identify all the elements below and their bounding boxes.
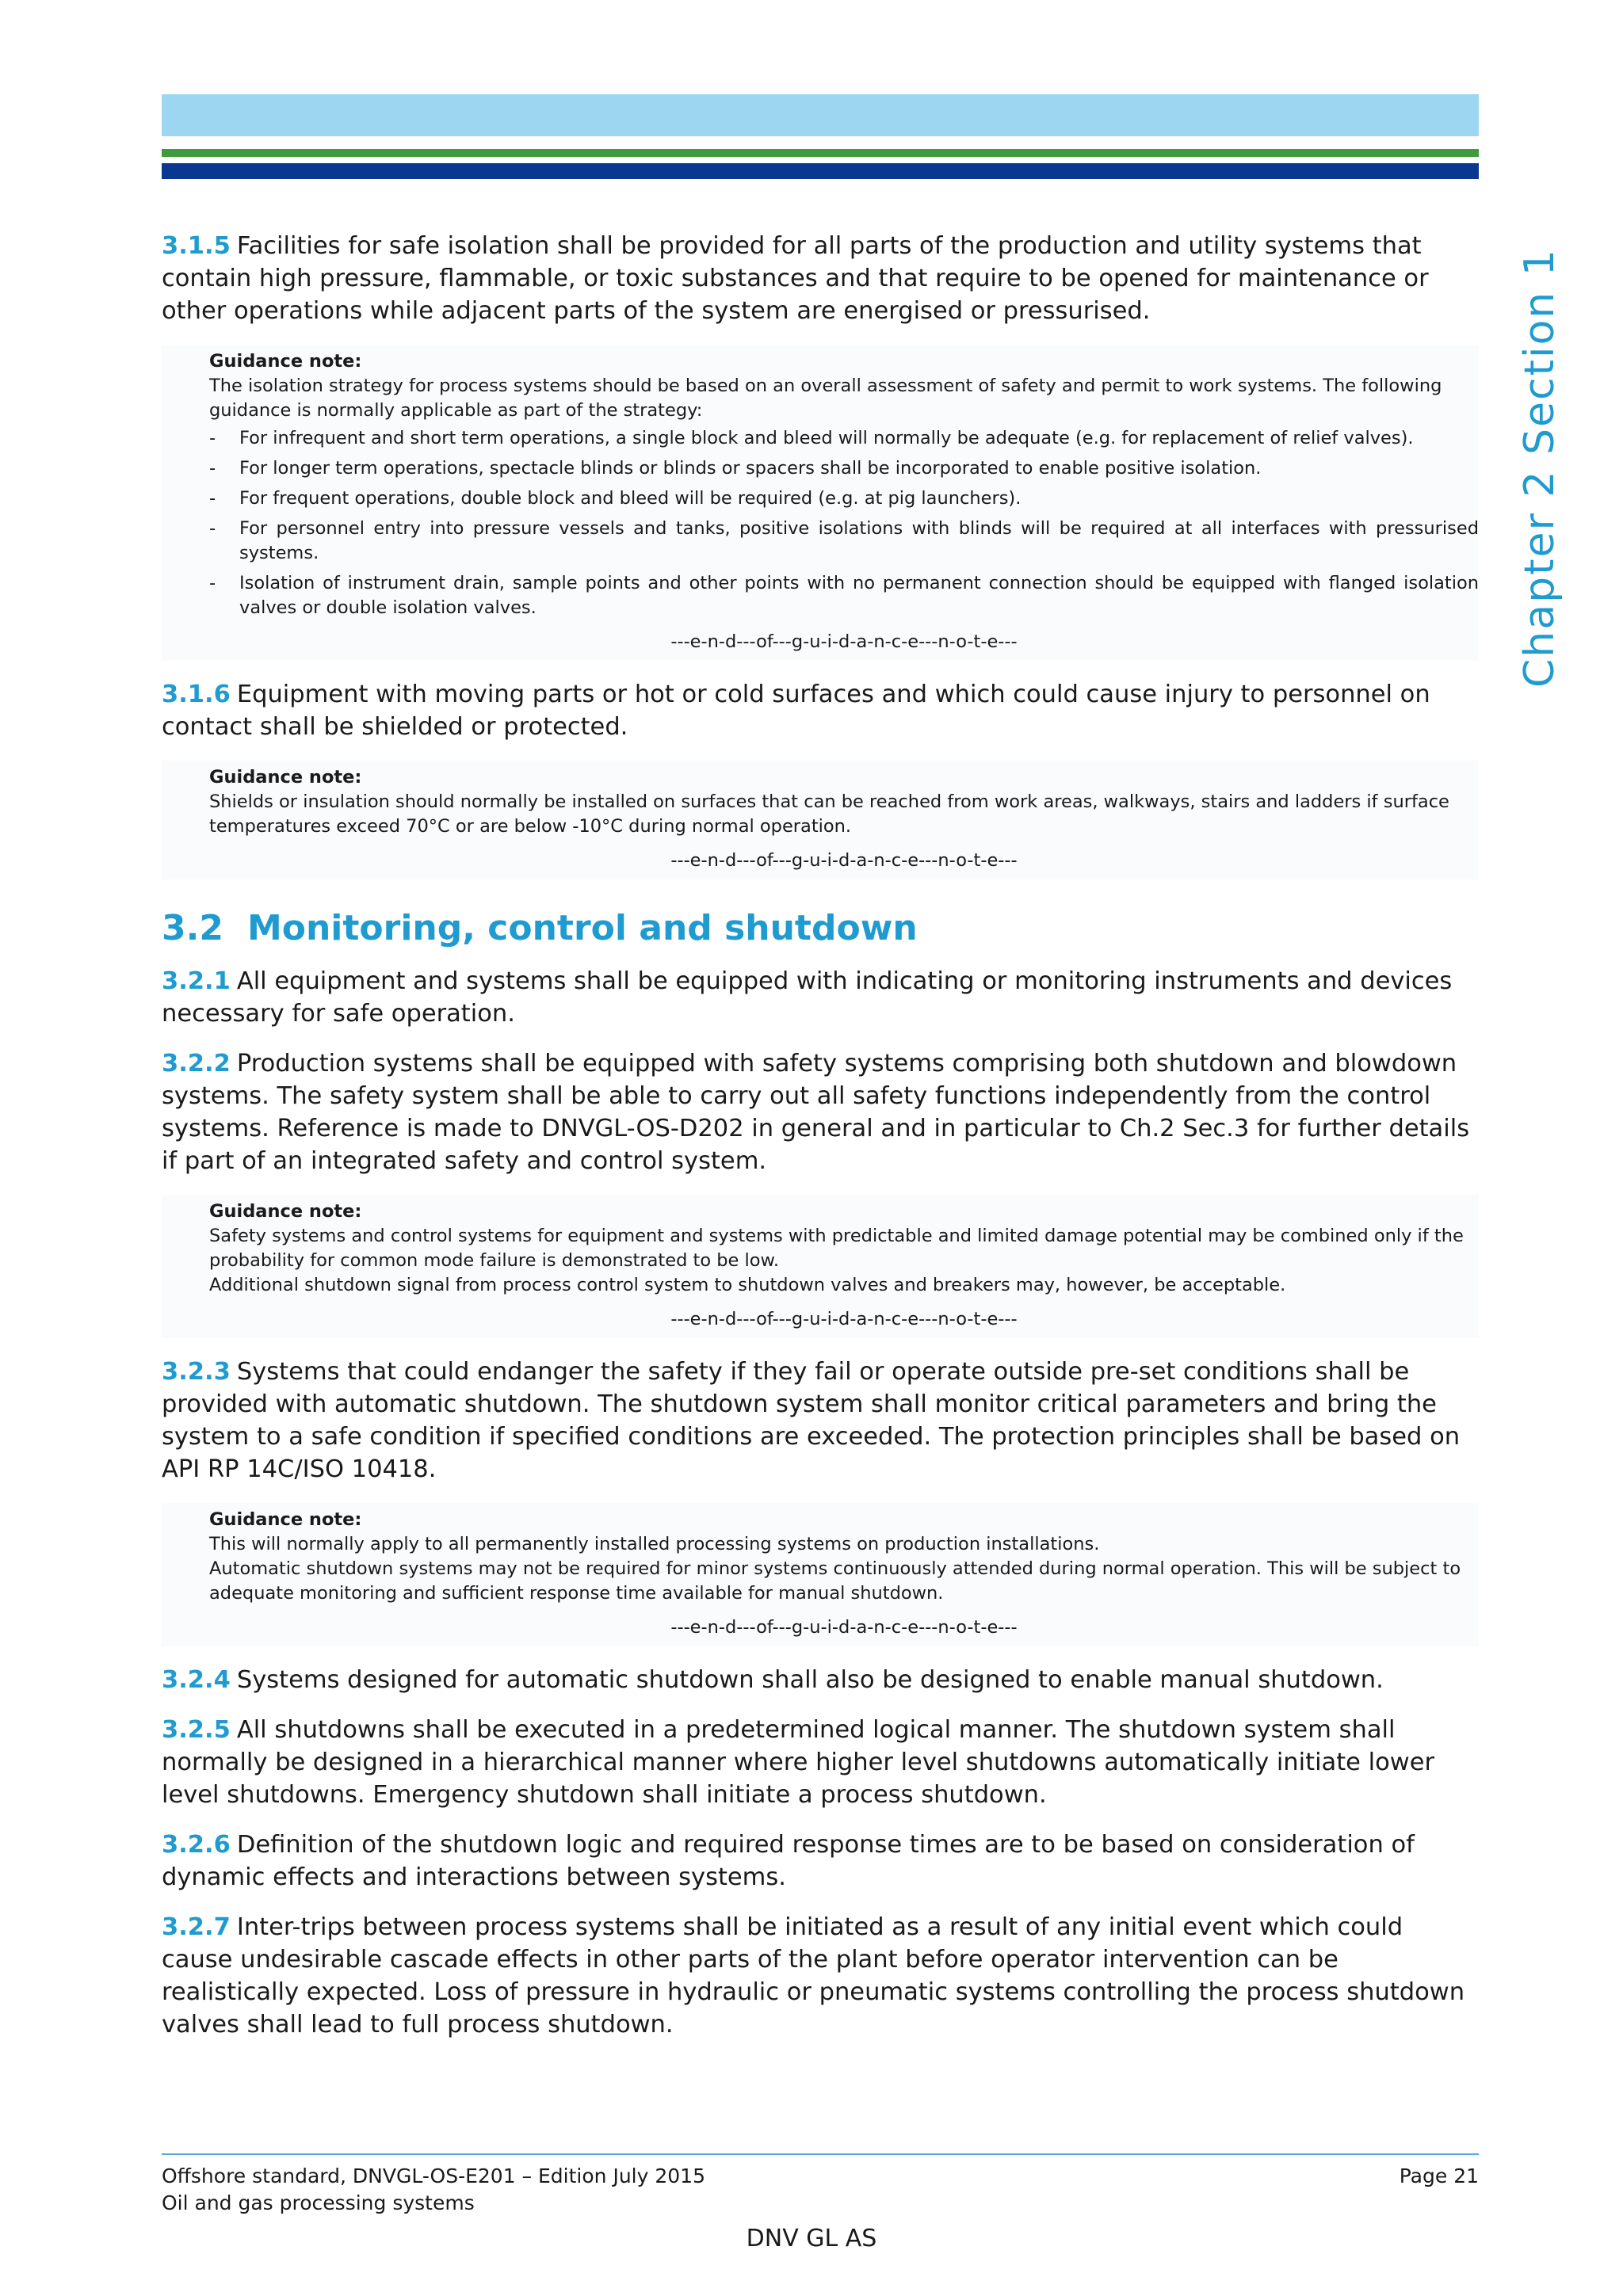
footer-company: DNV GL AS — [746, 2225, 877, 2252]
chapter-section-tab: Chapter 2 Section 1 — [1516, 248, 1564, 688]
document-body — [162, 230, 1479, 2058]
guidance-note-title: Guidance note: — [209, 1201, 362, 1222]
guidance-note-title: Guidance note: — [209, 1509, 362, 1530]
clause-text: Equipment with moving parts or hot or cold surfaces and which could cause injury to personnel on contact shall be shielded or protected. — [162, 681, 1430, 741]
clause-number: 3.1.5 — [162, 232, 231, 260]
clause-text: Inter-trips between process systems shall be initiated as a result of any initial event which could cause undesirable cascade effects in other parts of the plant before operator intervention can be realistically expected. Loss of pressure in hydraulic or pneumatic systems controlling the process shutdown valves shall lead to full process shutdown. — [162, 1913, 1465, 2039]
guidance-note-list-item: - For personnel entry into pressure vessels and tanks, positive isolations with blinds will be required at all interfaces with pressurised systems. — [209, 517, 1479, 566]
page-number: Page 21 — [1399, 2164, 1479, 2187]
clause-paragraph — [162, 965, 1479, 1030]
clause-paragraph — [162, 1664, 1479, 1696]
clause-paragraph — [162, 230, 1479, 327]
clause-number: 3.2.5 — [162, 1716, 231, 1744]
guidance-note-end-marker: ---e-n-d---of---g-u-i-d-a-n-c-e---n-o-t-e--- — [670, 631, 1018, 652]
clause-paragraph — [162, 1714, 1479, 1811]
guidance-note-text: This will normally apply to all permanently installed processing systems on production installations. — [209, 1534, 1100, 1554]
section-title: Monitoring, control and shutdown — [246, 908, 918, 948]
guidance-note — [162, 1503, 1479, 1646]
guidance-note-text: Shields or insulation should normally be installed on surfaces that can be reached from work areas, walkways, stairs and ladders if surface temperatures exceed 70°C or are below -10°C during normal operation. — [209, 791, 1449, 837]
guidance-note — [162, 1195, 1479, 1338]
footer-standard: Offshore standard, DNVGL-OS-E201 – Edition July 2015 — [162, 2164, 705, 2187]
guidance-note-title: Guidance note: — [209, 351, 362, 372]
guidance-note-text: Safety systems and control systems for equipment and systems with predictable and limited damage potential may be combined only if the probability for common mode failure is demonstrated to be low. — [209, 1226, 1464, 1271]
footer-title: Oil and gas processing systems — [162, 2191, 475, 2214]
header-band-light — [162, 94, 1479, 136]
guidance-note-text: Automatic shutdown systems may not be required for minor systems continuously attended during normal operation. This will be subject to adequate monitoring and sufficient response time available for manual shutdown. — [209, 1558, 1461, 1604]
guidance-note-list-item: - For infrequent and short term operations, a single block and bleed will normally be adequate (e.g. for replacement of relief valves). — [209, 426, 1479, 451]
clause-text: Definition of the shutdown logic and required response times are to be based on consideration of dynamic effects and interactions between systems. — [162, 1831, 1415, 1891]
clause-text: Facilities for safe isolation shall be provided for all parts of the production and utility systems that contain high pressure, flammable, or toxic substances and that require to be opened for maintenance or other operations while adjacent parts of the system are energised or pressurised. — [162, 232, 1429, 325]
clause-number: 3.2.2 — [162, 1050, 231, 1077]
guidance-note — [162, 761, 1479, 879]
clause-paragraph — [162, 1356, 1479, 1486]
clause-text: All shutdowns shall be executed in a predetermined logical manner. The shutdown system shall normally be designed in a hierarchical manner where higher level shutdowns automatically initiate lower level shutdowns. Emergency shutdown shall initiate a process shutdown. — [162, 1716, 1435, 1809]
guidance-note-list-item: - For frequent operations, double block and bleed will be required (e.g. at pig launchers). — [209, 486, 1479, 511]
clause-number: 3.2.4 — [162, 1666, 231, 1694]
clause-text: Systems that could endanger the safety if they fail or operate outside pre-set conditions shall be provided with automatic shutdown. The shutdown system shall monitor critical parameters and bring the system to a safe condition if specified conditions are exceeded. The protection principles shall be based on API RP 14C/ISO 10418. — [162, 1358, 1461, 1483]
footer-document-info — [162, 2163, 705, 2217]
clause-text: Production systems shall be equipped with safety systems comprising both shutdown and blowdown systems. The safety system shall be able to carry out all safety functions independently from the control systems. Reference is made to DNVGL-OS-D202 in general and in particular to Ch.2 Sec.3 for further details if part of an integrated safety and control system. — [162, 1050, 1470, 1175]
section-heading — [162, 908, 1479, 949]
guidance-note-list-item: - For longer term operations, spectacle blinds or blinds or spacers shall be incorporated to enable positive isolation. — [209, 456, 1479, 481]
header-band-green — [162, 149, 1479, 157]
clause-number: 3.2.1 — [162, 967, 231, 995]
clause-paragraph — [162, 1829, 1479, 1894]
clause-text: Systems designed for automatic shutdown shall also be designed to enable manual shutdown. — [236, 1666, 1384, 1694]
guidance-note-title: Guidance note: — [209, 767, 362, 788]
clause-paragraph — [162, 678, 1479, 743]
clause-paragraph — [162, 1047, 1479, 1177]
guidance-note-list — [209, 426, 1479, 620]
clause-number: 3.2.7 — [162, 1913, 231, 1941]
guidance-note-list-item: - Isolation of instrument drain, sample points and other points with no permanent connection should be equipped with flanged isolation valves or double isolation valves. — [209, 571, 1479, 620]
clause-number: 3.2.3 — [162, 1358, 231, 1386]
clause-text: All equipment and systems shall be equipped with indicating or monitoring instruments and devices necessary for safe operation. — [162, 967, 1453, 1028]
clause-paragraph — [162, 1911, 1479, 2041]
clause-number: 3.1.6 — [162, 681, 231, 708]
section-number: 3.2 — [162, 908, 223, 948]
clause-number: 3.2.6 — [162, 1831, 231, 1859]
guidance-note — [162, 345, 1479, 661]
guidance-note-end-marker: ---e-n-d---of---g-u-i-d-a-n-c-e---n-o-t-e--- — [670, 1617, 1018, 1638]
guidance-note-text: Additional shutdown signal from process control system to shutdown valves and breakers may, however, be acceptable. — [209, 1275, 1286, 1295]
guidance-note-text: The isolation strategy for process systems should be based on an overall assessment of safety and permit to work systems. The following guidance is normally applicable as part of the strategy: — [209, 376, 1442, 421]
footer-rule — [162, 2153, 1479, 2155]
header-band-navy — [162, 163, 1479, 179]
guidance-note-end-marker: ---e-n-d---of---g-u-i-d-a-n-c-e---n-o-t-e--- — [670, 1309, 1018, 1329]
guidance-note-end-marker: ---e-n-d---of---g-u-i-d-a-n-c-e---n-o-t-e--- — [670, 850, 1018, 871]
